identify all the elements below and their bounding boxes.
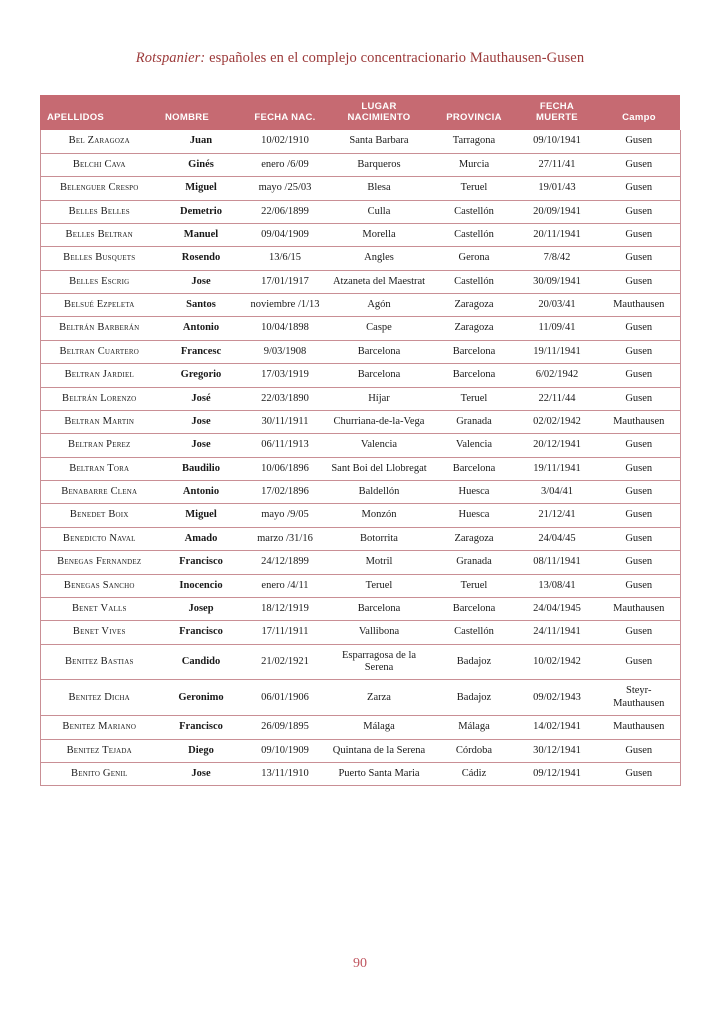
cell-campo: Gusen [598, 457, 680, 480]
cell-fecha-nac: enero /4/11 [244, 574, 326, 597]
cell-provincia: Teruel [432, 574, 516, 597]
cell-lugar-nacimiento: Botorrita [326, 527, 432, 550]
cell-nombre: Miguel [158, 177, 244, 200]
table-row [40, 716, 680, 739]
cell-fecha-nac: 13/6/15 [244, 247, 326, 270]
cell-fecha-nac: mayo /9/05 [244, 504, 326, 527]
victims-table [40, 95, 681, 786]
table-row [40, 294, 680, 317]
table-row [40, 200, 680, 223]
cell-campo: Mauthausen [598, 410, 680, 433]
cell-fecha-muerte: 7/8/42 [516, 247, 598, 270]
cell-apellidos: Beltran Martin [40, 410, 158, 433]
cell-fecha-muerte: 24/04/1945 [516, 597, 598, 620]
cell-fecha-muerte: 21/12/41 [516, 504, 598, 527]
cell-lugar-nacimiento: Santa Barbara [326, 130, 432, 153]
cell-apellidos: Beltran Tora [40, 457, 158, 480]
cell-provincia: Castellón [432, 200, 516, 223]
cell-lugar-nacimiento: Esparragosa de la Serena [326, 644, 432, 680]
cell-nombre: Demetrio [158, 200, 244, 223]
cell-provincia: Castellón [432, 621, 516, 644]
cell-lugar-nacimiento: Híjar [326, 387, 432, 410]
table-header [40, 95, 680, 130]
cell-nombre: Inocencio [158, 574, 244, 597]
cell-campo: Gusen [598, 481, 680, 504]
cell-apellidos: Benito Genil [40, 762, 158, 785]
table-row [40, 504, 680, 527]
cell-lugar-nacimiento: Barqueros [326, 153, 432, 176]
cell-provincia: Teruel [432, 177, 516, 200]
cell-nombre: Rosendo [158, 247, 244, 270]
cell-fecha-muerte: 19/11/1941 [516, 457, 598, 480]
cell-fecha-muerte: 20/11/1941 [516, 223, 598, 246]
cell-nombre: Francisco [158, 716, 244, 739]
cell-lugar-nacimiento: Monzón [326, 504, 432, 527]
page-title-rest: españoles en el complejo concentracionario Mauthausen-Gusen [205, 50, 585, 66]
cell-apellidos: Beltrán Lorenzo [40, 387, 158, 410]
table-body [40, 130, 680, 785]
table-row [40, 177, 680, 200]
table-row [40, 317, 680, 340]
cell-fecha-nac: 9/03/1908 [244, 340, 326, 363]
cell-fecha-muerte: 09/10/1941 [516, 130, 598, 153]
cell-apellidos: Belsué Ezpeleta [40, 294, 158, 317]
table-row [40, 364, 680, 387]
cell-lugar-nacimiento: Barcelona [326, 364, 432, 387]
cell-lugar-nacimiento: Málaga [326, 716, 432, 739]
table-row [40, 551, 680, 574]
cell-fecha-muerte: 14/02/1941 [516, 716, 598, 739]
cell-provincia: Murcia [432, 153, 516, 176]
cell-campo: Gusen [598, 223, 680, 246]
cell-provincia: Cádiz [432, 762, 516, 785]
cell-campo: Gusen [598, 177, 680, 200]
cell-provincia: Zaragoza [432, 317, 516, 340]
table-row [40, 130, 680, 153]
cell-campo: Gusen [598, 317, 680, 340]
cell-apellidos: Belles Busquets [40, 247, 158, 270]
table-row [40, 574, 680, 597]
cell-nombre: José [158, 387, 244, 410]
cell-fecha-nac: 21/02/1921 [244, 644, 326, 680]
page-title [0, 0, 720, 67]
cell-provincia: Castellón [432, 270, 516, 293]
column-header-nombre: NOMBRE [158, 95, 244, 130]
cell-nombre: Baudilio [158, 457, 244, 480]
cell-lugar-nacimiento: Vallibona [326, 621, 432, 644]
cell-campo: Gusen [598, 364, 680, 387]
cell-apellidos: Benet Valls [40, 597, 158, 620]
cell-fecha-nac: 22/03/1890 [244, 387, 326, 410]
cell-fecha-nac: 06/01/1906 [244, 680, 326, 716]
cell-nombre: Geronimo [158, 680, 244, 716]
cell-nombre: Santos [158, 294, 244, 317]
cell-campo: Mauthausen [598, 716, 680, 739]
cell-lugar-nacimiento: Atzaneta del Maestrat [326, 270, 432, 293]
cell-fecha-nac: 09/10/1909 [244, 739, 326, 762]
cell-apellidos: Benitez Mariano [40, 716, 158, 739]
cell-fecha-muerte: 09/02/1943 [516, 680, 598, 716]
cell-campo: Gusen [598, 551, 680, 574]
cell-lugar-nacimiento: Zarza [326, 680, 432, 716]
table-row [40, 621, 680, 644]
cell-nombre: Francisco [158, 551, 244, 574]
cell-apellidos: Belles Escrig [40, 270, 158, 293]
cell-lugar-nacimiento: Valencia [326, 434, 432, 457]
cell-fecha-muerte: 19/11/1941 [516, 340, 598, 363]
cell-nombre: Antonio [158, 317, 244, 340]
cell-apellidos: Beltrán Barberán [40, 317, 158, 340]
cell-fecha-muerte: 19/01/43 [516, 177, 598, 200]
cell-campo: Gusen [598, 153, 680, 176]
cell-campo: Gusen [598, 644, 680, 680]
column-header-apellidos: APELLIDOS [40, 95, 158, 130]
table-row [40, 270, 680, 293]
cell-nombre: Miguel [158, 504, 244, 527]
cell-fecha-muerte: 09/12/1941 [516, 762, 598, 785]
cell-provincia: Badajoz [432, 644, 516, 680]
cell-fecha-nac: 22/06/1899 [244, 200, 326, 223]
cell-lugar-nacimiento: Barcelona [326, 340, 432, 363]
cell-campo: Gusen [598, 130, 680, 153]
cell-provincia: Huesca [432, 504, 516, 527]
cell-provincia: Badajoz [432, 680, 516, 716]
table-row [40, 223, 680, 246]
cell-lugar-nacimiento: Teruel [326, 574, 432, 597]
cell-apellidos: Belenguer Crespo [40, 177, 158, 200]
cell-lugar-nacimiento: Morella [326, 223, 432, 246]
cell-provincia: Barcelona [432, 340, 516, 363]
cell-fecha-nac: marzo /31/16 [244, 527, 326, 550]
page-title-italic: Rotspanier: [135, 50, 206, 66]
table-row [40, 680, 680, 716]
cell-nombre: Jose [158, 270, 244, 293]
cell-apellidos: Bel Zaragoza [40, 130, 158, 153]
table-row [40, 739, 680, 762]
cell-fecha-muerte: 11/09/41 [516, 317, 598, 340]
cell-campo: Mauthausen [598, 597, 680, 620]
cell-nombre: Ginés [158, 153, 244, 176]
cell-fecha-nac: 17/11/1911 [244, 621, 326, 644]
table-row [40, 153, 680, 176]
table-row [40, 410, 680, 433]
cell-nombre: Diego [158, 739, 244, 762]
cell-apellidos: Belchi Cava [40, 153, 158, 176]
cell-provincia: Granada [432, 410, 516, 433]
cell-fecha-nac: 17/03/1919 [244, 364, 326, 387]
cell-provincia: Tarragona [432, 130, 516, 153]
cell-apellidos: Benedet Boix [40, 504, 158, 527]
cell-provincia: Granada [432, 551, 516, 574]
cell-nombre: Antonio [158, 481, 244, 504]
cell-fecha-muerte: 02/02/1942 [516, 410, 598, 433]
cell-apellidos: Beltran Jardiel [40, 364, 158, 387]
cell-campo: Mauthausen [598, 294, 680, 317]
column-header-provincia: PROVINCIA [432, 95, 516, 130]
cell-fecha-nac: 10/04/1898 [244, 317, 326, 340]
cell-lugar-nacimiento: Sant Boi del Llobregat [326, 457, 432, 480]
cell-campo: Gusen [598, 434, 680, 457]
cell-fecha-muerte: 22/11/44 [516, 387, 598, 410]
cell-campo: Gusen [598, 387, 680, 410]
cell-provincia: Zaragoza [432, 527, 516, 550]
cell-lugar-nacimiento: Puerto Santa Maria [326, 762, 432, 785]
cell-fecha-nac: 06/11/1913 [244, 434, 326, 457]
cell-fecha-nac: 13/11/1910 [244, 762, 326, 785]
cell-apellidos: Benedicto Naval [40, 527, 158, 550]
table-row [40, 527, 680, 550]
cell-fecha-nac: 30/11/1911 [244, 410, 326, 433]
cell-campo: Gusen [598, 527, 680, 550]
cell-nombre: Jose [158, 762, 244, 785]
cell-nombre: Jose [158, 434, 244, 457]
cell-lugar-nacimiento: Culla [326, 200, 432, 223]
cell-fecha-muerte: 20/03/41 [516, 294, 598, 317]
cell-fecha-nac: 24/12/1899 [244, 551, 326, 574]
cell-fecha-muerte: 24/04/45 [516, 527, 598, 550]
cell-nombre: Francisco [158, 621, 244, 644]
cell-campo: Gusen [598, 621, 680, 644]
cell-apellidos: Belles Belles [40, 200, 158, 223]
cell-lugar-nacimiento: Angles [326, 247, 432, 270]
cell-fecha-muerte: 10/02/1942 [516, 644, 598, 680]
cell-provincia: Gerona [432, 247, 516, 270]
cell-fecha-nac: 10/06/1896 [244, 457, 326, 480]
cell-fecha-nac: 09/04/1909 [244, 223, 326, 246]
cell-fecha-nac: 10/02/1910 [244, 130, 326, 153]
cell-apellidos: Benegas Fernandez [40, 551, 158, 574]
cell-fecha-muerte: 08/11/1941 [516, 551, 598, 574]
cell-provincia: Málaga [432, 716, 516, 739]
table-row [40, 434, 680, 457]
cell-lugar-nacimiento: Blesa [326, 177, 432, 200]
cell-lugar-nacimiento: Churriana-de-la-Vega [326, 410, 432, 433]
cell-campo: Gusen [598, 247, 680, 270]
cell-apellidos: Beltran Perez [40, 434, 158, 457]
cell-fecha-muerte: 13/08/41 [516, 574, 598, 597]
cell-nombre: Juan [158, 130, 244, 153]
cell-lugar-nacimiento: Caspe [326, 317, 432, 340]
cell-provincia: Zaragoza [432, 294, 516, 317]
cell-lugar-nacimiento: Barcelona [326, 597, 432, 620]
cell-campo: Gusen [598, 340, 680, 363]
table-row [40, 340, 680, 363]
cell-apellidos: Beltran Cuartero [40, 340, 158, 363]
cell-fecha-nac: 17/01/1917 [244, 270, 326, 293]
table-header-row [40, 95, 680, 130]
cell-campo: Gusen [598, 504, 680, 527]
cell-fecha-nac: 18/12/1919 [244, 597, 326, 620]
cell-lugar-nacimiento: Baldellón [326, 481, 432, 504]
cell-fecha-nac: 17/02/1896 [244, 481, 326, 504]
cell-fecha-nac: noviembre /1/13 [244, 294, 326, 317]
cell-campo: Steyr-Mauthausen [598, 680, 680, 716]
cell-fecha-muerte: 30/12/1941 [516, 739, 598, 762]
cell-nombre: Francesc [158, 340, 244, 363]
cell-provincia: Córdoba [432, 739, 516, 762]
cell-apellidos: Benegas Sancho [40, 574, 158, 597]
table-row [40, 247, 680, 270]
cell-fecha-nac: 26/09/1895 [244, 716, 326, 739]
cell-campo: Gusen [598, 762, 680, 785]
cell-fecha-muerte: 6/02/1942 [516, 364, 598, 387]
cell-fecha-muerte: 24/11/1941 [516, 621, 598, 644]
cell-campo: Gusen [598, 739, 680, 762]
cell-nombre: Amado [158, 527, 244, 550]
cell-fecha-nac: enero /6/09 [244, 153, 326, 176]
cell-fecha-muerte: 27/11/41 [516, 153, 598, 176]
cell-nombre: Candido [158, 644, 244, 680]
cell-provincia: Huesca [432, 481, 516, 504]
page-number: 90 [353, 956, 367, 971]
cell-apellidos: Benitez Tejada [40, 739, 158, 762]
column-header-lugar-nacimiento: LUGAR NACIMIENTO [326, 95, 432, 130]
cell-campo: Gusen [598, 200, 680, 223]
cell-provincia: Barcelona [432, 457, 516, 480]
cell-provincia: Teruel [432, 387, 516, 410]
cell-lugar-nacimiento: Quintana de la Serena [326, 739, 432, 762]
cell-lugar-nacimiento: Agón [326, 294, 432, 317]
cell-fecha-muerte: 20/09/1941 [516, 200, 598, 223]
cell-nombre: Josep [158, 597, 244, 620]
cell-apellidos: Benitez Bastias [40, 644, 158, 680]
cell-provincia: Barcelona [432, 597, 516, 620]
cell-provincia: Valencia [432, 434, 516, 457]
column-header-fecha-muerte: FECHA MUERTE [516, 95, 598, 130]
cell-nombre: Jose [158, 410, 244, 433]
cell-lugar-nacimiento: Motril [326, 551, 432, 574]
cell-provincia: Barcelona [432, 364, 516, 387]
column-header-fecha-nac: FECHA NAC. [244, 95, 326, 130]
table-row [40, 457, 680, 480]
cell-nombre: Manuel [158, 223, 244, 246]
cell-apellidos: Benabarre Clena [40, 481, 158, 504]
cell-apellidos: Benet Vives [40, 621, 158, 644]
cell-fecha-muerte: 20/12/1941 [516, 434, 598, 457]
cell-nombre: Gregorio [158, 364, 244, 387]
cell-provincia: Castellón [432, 223, 516, 246]
cell-apellidos: Belles Beltran [40, 223, 158, 246]
cell-campo: Gusen [598, 270, 680, 293]
table-row [40, 481, 680, 504]
table-row [40, 597, 680, 620]
table-row [40, 762, 680, 785]
cell-campo: Gusen [598, 574, 680, 597]
cell-fecha-muerte: 30/09/1941 [516, 270, 598, 293]
cell-apellidos: Benitez Dicha [40, 680, 158, 716]
cell-fecha-nac: mayo /25/03 [244, 177, 326, 200]
column-header-campo: Campo [598, 95, 680, 130]
table-row [40, 644, 680, 680]
table-row [40, 387, 680, 410]
cell-fecha-muerte: 3/04/41 [516, 481, 598, 504]
